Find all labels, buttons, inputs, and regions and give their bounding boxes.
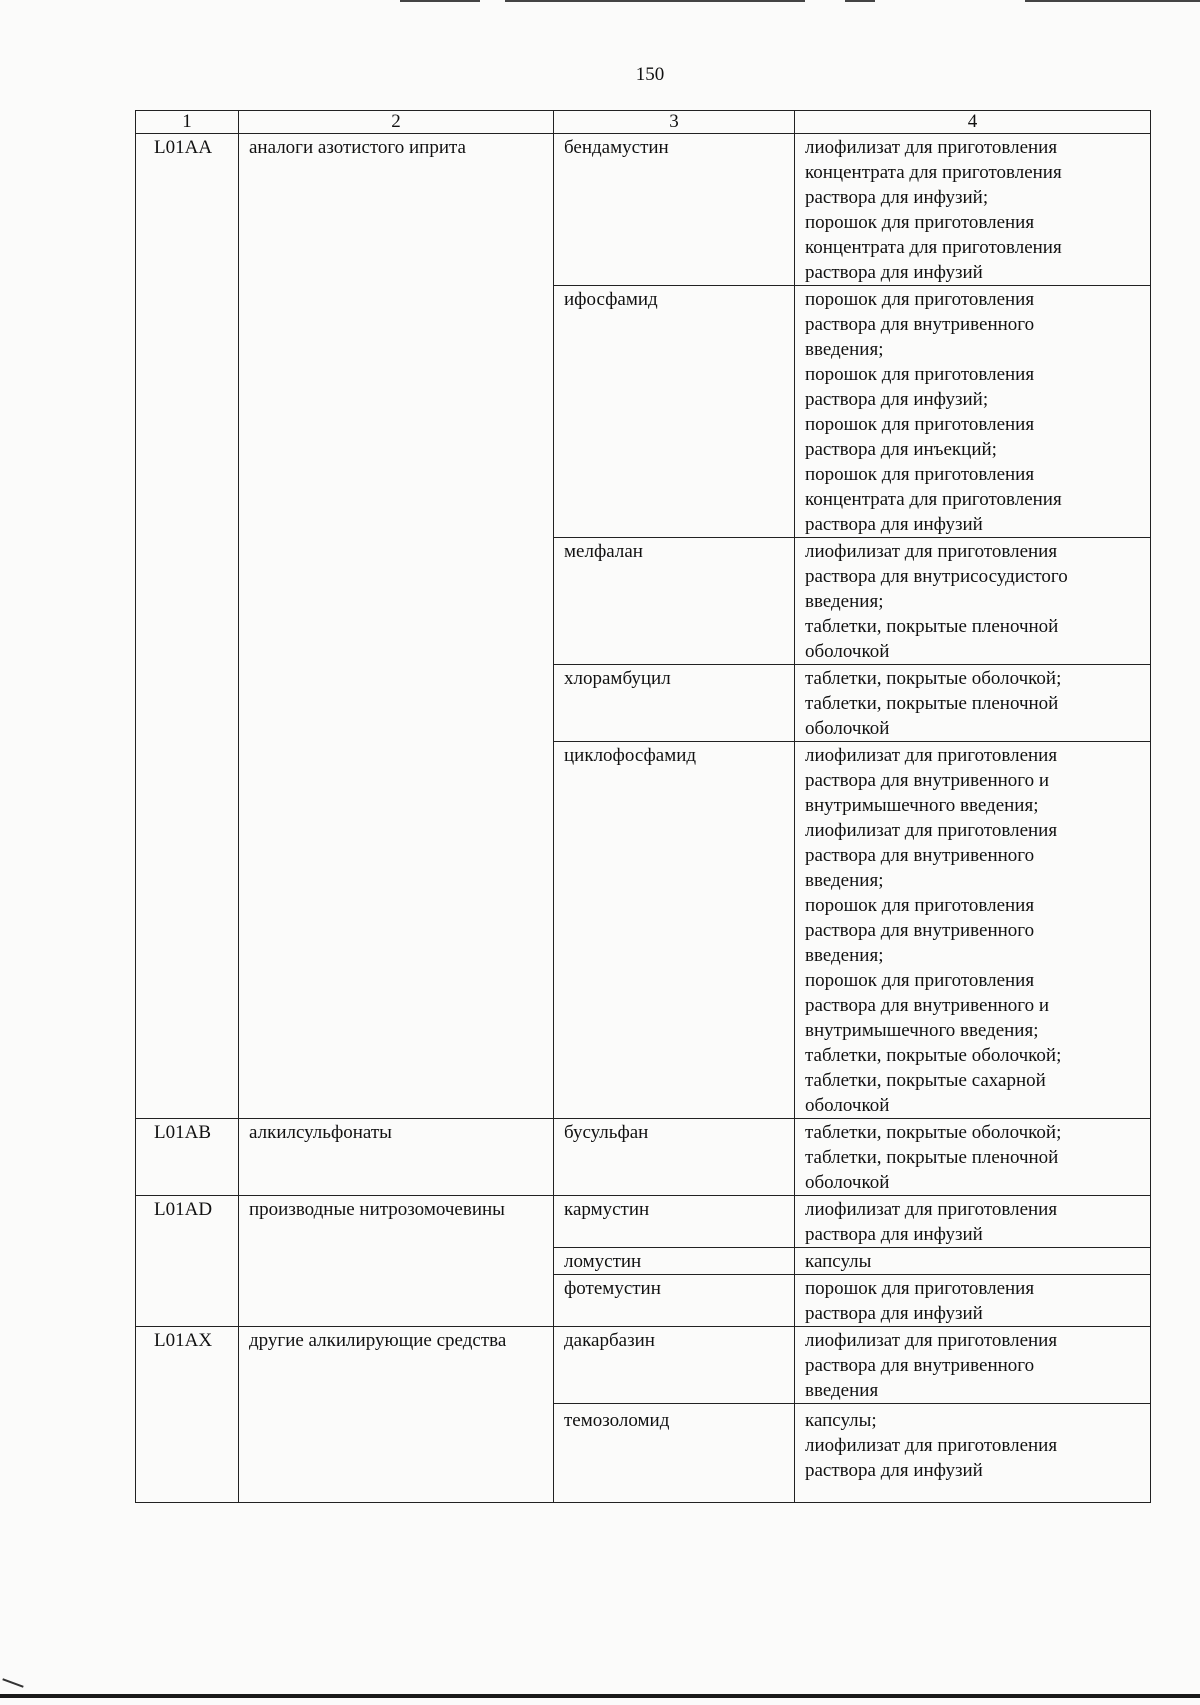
drug-name: циклофосфамид [554,742,795,1119]
scan-top-rule [505,0,805,2]
group-name: другие алкилирующие средства [239,1327,554,1503]
dosage-forms: порошок для приготовления раствора для внутривенного введения; порошок для приготовления раствора для инфузий; порошок для приготовления раствора для инъекций; порошок для приготовления концентрата для приготовления раствора для инфузий [795,286,1151,538]
drug-name: кармустин [554,1196,795,1248]
scan-top-rule [400,0,480,2]
dosage-forms: лиофилизат для приготовления раствора для внутрисосудистого введения; таблетки, покрытые пленочной оболочкой [795,538,1151,665]
drug-name: ифосфамид [554,286,795,538]
group-name: алкилсульфонаты [239,1119,554,1196]
column-header: 1 [136,111,239,134]
header-row [136,111,1151,134]
scan-top-rule [845,0,875,2]
column-header: 2 [239,111,554,134]
dosage-forms: лиофилизат для приготовления концентрата для приготовления раствора для инфузий; порошок для приготовления концентрата для приготовления раствора для инфузий [795,134,1151,286]
dosage-forms: таблетки, покрытые оболочкой; таблетки, покрытые пленочной оболочкой [795,1119,1151,1196]
atc-code: L01AX [136,1327,239,1503]
drug-table [135,110,1151,1503]
dosage-forms: капсулы; лиофилизат для приготовления раствора для инфузий [795,1404,1151,1503]
page-number: 150 [635,64,665,85]
drug-name: фотемустин [554,1275,795,1327]
dosage-forms: лиофилизат для приготовления раствора для инфузий [795,1196,1151,1248]
group-name: производные нитрозомочевины [239,1196,554,1327]
table-row [136,1327,1151,1404]
atc-code: L01AB [136,1119,239,1196]
column-header: 4 [795,111,1151,134]
drug-name: темозоломид [554,1404,795,1503]
dosage-forms: капсулы [795,1248,1151,1275]
table-row [136,1196,1151,1248]
group-name: аналоги азотистого иприта [239,134,554,1119]
atc-code: L01AA [136,134,239,1119]
dosage-forms: порошок для приготовления раствора для инфузий [795,1275,1151,1327]
drug-name: мелфалан [554,538,795,665]
column-header: 3 [554,111,795,134]
drug-name: ломустин [554,1248,795,1275]
dosage-forms: лиофилизат для приготовления раствора для внутривенного введения [795,1327,1151,1404]
scan-bottom-rule [0,1694,1200,1698]
atc-code: L01AD [136,1196,239,1327]
scan-top-rule [1025,0,1200,2]
table-row [136,134,1151,286]
drug-name: бендамустин [554,134,795,286]
drug-name: бусульфан [554,1119,795,1196]
drug-name: дакарбазин [554,1327,795,1404]
dosage-forms: лиофилизат для приготовления раствора для внутривенного и внутримышечного введения; лиофилизат для приготовления раствора для внутривенного введения; порошок для приготовления раствора для внутривенного введения; порошок для приготовления раствора для внутривенного и внутримышечного введения; таблетки, покрытые оболочкой; таблетки, покрытые сахарной оболочкой [795,742,1151,1119]
drug-name: хлорамбуцил [554,665,795,742]
dosage-forms: таблетки, покрытые оболочкой; таблетки, покрытые пленочной оболочкой [795,665,1151,742]
scan-mark [2,1678,23,1687]
